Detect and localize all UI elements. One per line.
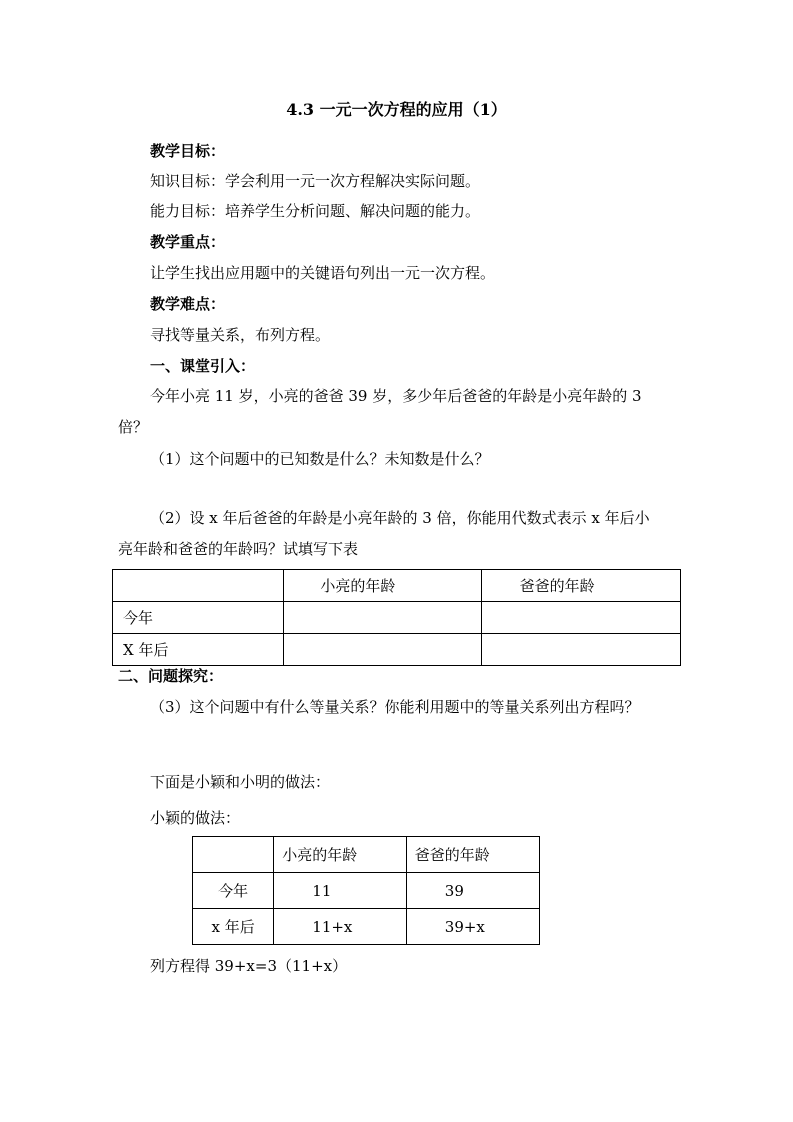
- table-cell: 11+x: [274, 909, 407, 945]
- table-header-father-age: 爸爸的年龄: [481, 570, 680, 602]
- table-row: [113, 570, 681, 602]
- table-cell: [481, 634, 680, 666]
- methods-intro: 下面是小颖和小明的做法：: [150, 773, 331, 791]
- age-table-xiaoying: [192, 836, 540, 945]
- table-cell: [193, 837, 274, 873]
- table-cell: [284, 634, 481, 666]
- question-1: （1）这个问题中的已知数是什么？未知数是什么？: [150, 450, 490, 468]
- table-header-xiaoliang-age: 小亮的年龄: [284, 570, 481, 602]
- table-header-xiaoliang-age: 小亮的年龄: [274, 837, 407, 873]
- ability-goal: 能力目标：培养学生分析问题、解决问题的能力。: [150, 202, 481, 220]
- knowledge-goal: 知识目标：学会利用一元一次方程解决实际问题。: [150, 172, 481, 190]
- age-table-blank: [112, 569, 681, 666]
- table-cell: [113, 570, 284, 602]
- table-row-label-this-year: 今年: [113, 602, 284, 634]
- key-point-heading: 教学重点：: [150, 233, 226, 251]
- table-row-label-x-years-later: x 年后: [193, 909, 274, 945]
- question-2-line-1: （2）设 x 年后爸爸的年龄是小亮年龄的 3 倍，你能用代数式表示 x 年后小: [150, 509, 650, 527]
- table-header-father-age: 爸爸的年龄: [406, 837, 539, 873]
- equation-text: 列方程得 39+x=3（11+x）: [150, 957, 348, 975]
- table-row-label-this-year: 今年: [193, 873, 274, 909]
- explore-heading: 二、问题探究：: [118, 667, 224, 685]
- problem-line-1: 今年小亮 11 岁，小亮的爸爸 39 岁，多少年后爸爸的年龄是小亮年龄的 3: [150, 387, 642, 405]
- table-cell: 11: [274, 873, 407, 909]
- problem-line-2: 倍？: [118, 418, 149, 436]
- difficulty-text: 寻找等量关系，布列方程。: [150, 326, 331, 344]
- table-cell: 39+x: [406, 909, 539, 945]
- question-3: （3）这个问题中有什么等量关系？你能利用题中的等量关系列出方程吗？: [150, 698, 640, 716]
- table-row: [193, 873, 540, 909]
- goals-heading: 教学目标：: [150, 142, 226, 160]
- table-row: [113, 634, 681, 666]
- table-cell: [284, 602, 481, 634]
- table-row-label-x-years-later: X 年后: [113, 634, 284, 666]
- table-row: [193, 909, 540, 945]
- intro-heading: 一、课堂引入：: [150, 357, 256, 375]
- page-title: 4.3 一元一次方程的应用（1）: [286, 100, 507, 119]
- difficulty-heading: 教学难点：: [150, 295, 226, 313]
- xiaoying-method-label: 小颖的做法：: [150, 809, 241, 827]
- table-row: [113, 602, 681, 634]
- table-row: [193, 837, 540, 873]
- key-point-text: 让学生找出应用题中的关键语句列出一元一次方程。: [150, 264, 496, 282]
- table-cell: 39: [406, 873, 539, 909]
- table-cell: [481, 602, 680, 634]
- question-2-line-2: 亮年龄和爸爸的年龄吗？试填写下表: [118, 540, 359, 558]
